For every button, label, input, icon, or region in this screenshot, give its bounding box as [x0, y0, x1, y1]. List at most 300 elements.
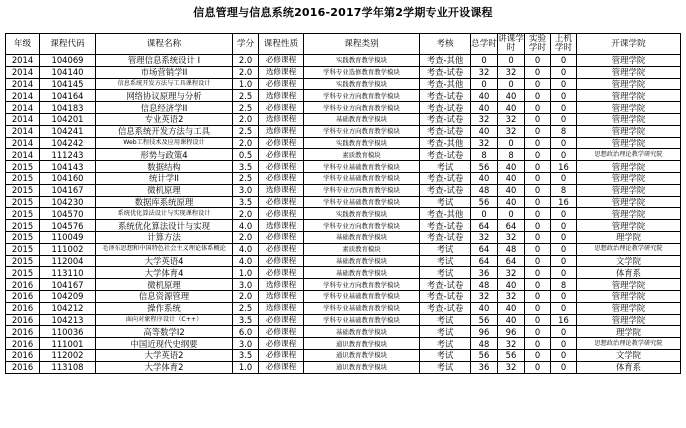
assessment-cell: 考试 — [420, 267, 471, 279]
assessment-cell: 考查-试卷 — [420, 125, 471, 137]
assessment-cell: 考查-试卷 — [420, 66, 471, 78]
computer-hours-cell: 16 — [551, 314, 577, 326]
assessment-cell: 考查-试卷 — [420, 149, 471, 161]
credit-cell: 2.5 — [233, 102, 259, 114]
credit-cell: 3.0 — [233, 279, 259, 291]
lab-hours-cell: 0 — [525, 102, 551, 114]
column-header: 总学时 — [471, 34, 498, 55]
total-hours-cell: 36 — [471, 267, 498, 279]
course-category-cell: 学科专业方向教育教学模块 — [304, 279, 420, 291]
course-type-cell: 必修课程 — [259, 172, 304, 184]
lecture-hours-cell: 32 — [498, 66, 525, 78]
credit-cell: 2.0 — [233, 231, 259, 243]
department-cell: 体育系 — [577, 267, 681, 279]
column-header: 年级 — [6, 34, 40, 55]
department-cell: 体育系 — [577, 361, 681, 373]
grade-cell: 2015 — [6, 161, 40, 173]
computer-hours-cell: 0 — [551, 90, 577, 102]
course-code-cell: 104160 — [40, 172, 96, 184]
course-name-cell: 统计学II — [96, 172, 233, 184]
grade-cell: 2015 — [6, 267, 40, 279]
credit-cell: 3.5 — [233, 349, 259, 361]
table-row — [6, 302, 681, 314]
course-type-cell: 必修课程 — [259, 208, 304, 220]
assessment-cell: 考查-其他 — [420, 55, 471, 67]
lab-hours-cell: 0 — [525, 78, 551, 90]
credit-cell: 2.0 — [233, 290, 259, 302]
credit-cell: 3.5 — [233, 314, 259, 326]
department-cell: 管理学院 — [577, 66, 681, 78]
course-type-cell: 必修课程 — [259, 55, 304, 67]
course-name-cell: 系统优化算法设计与实现 — [96, 220, 233, 232]
department-cell: 管理学院 — [577, 137, 681, 149]
total-hours-cell: 40 — [471, 125, 498, 137]
course-type-cell: 选修课程 — [259, 302, 304, 314]
course-category-cell: 学科专业方向教育教学模块 — [304, 125, 420, 137]
total-hours-cell: 40 — [471, 302, 498, 314]
department-cell: 管理学院 — [577, 55, 681, 67]
total-hours-cell: 48 — [471, 184, 498, 196]
lecture-hours-cell: 8 — [498, 149, 525, 161]
course-type-cell: 选修课程 — [259, 290, 304, 302]
lab-hours-cell: 0 — [525, 361, 551, 373]
grade-cell: 2015 — [6, 172, 40, 184]
column-header: 学分 — [233, 34, 259, 55]
lecture-hours-cell: 40 — [498, 196, 525, 208]
course-code-cell: 104201 — [40, 113, 96, 125]
total-hours-cell: 64 — [471, 220, 498, 232]
credit-cell: 2.0 — [233, 66, 259, 78]
column-header: 考核 — [420, 34, 471, 55]
column-header: 课程代码 — [40, 34, 96, 55]
course-type-cell: 必修课程 — [259, 349, 304, 361]
total-hours-cell: 48 — [471, 279, 498, 291]
table-row — [6, 149, 681, 161]
table-row — [6, 137, 681, 149]
table-row — [6, 78, 681, 90]
course-code-cell: 104241 — [40, 125, 96, 137]
course-name-cell: 毛泽东思想和中国特色社会主义理论体系概论 — [96, 243, 233, 255]
course-category-cell: 学科专业方向教育教学模块 — [304, 90, 420, 102]
course-code-cell: 104167 — [40, 184, 96, 196]
computer-hours-cell: 0 — [551, 78, 577, 90]
course-name-cell: 计算方法 — [96, 231, 233, 243]
computer-hours-cell: 0 — [551, 243, 577, 255]
lecture-hours-cell: 32 — [498, 267, 525, 279]
course-code-cell: 104143 — [40, 161, 96, 173]
table-row — [6, 279, 681, 291]
course-name-cell: 形势与政策4 — [96, 149, 233, 161]
course-code-cell: 104140 — [40, 66, 96, 78]
total-hours-cell: 32 — [471, 113, 498, 125]
grade-cell: 2015 — [6, 208, 40, 220]
course-category-cell: 学科专业基础教育教学模块 — [304, 314, 420, 326]
table-row — [6, 361, 681, 373]
computer-hours-cell: 0 — [551, 137, 577, 149]
grade-cell: 2016 — [6, 302, 40, 314]
computer-hours-cell: 0 — [551, 66, 577, 78]
lecture-hours-cell: 32 — [498, 338, 525, 350]
course-type-cell: 必修课程 — [259, 326, 304, 338]
course-code-cell: 111002 — [40, 243, 96, 255]
credit-cell: 2.0 — [233, 55, 259, 67]
course-name-cell: 微机原理 — [96, 279, 233, 291]
credit-cell: 3.0 — [233, 338, 259, 350]
assessment-cell: 考试 — [420, 196, 471, 208]
department-cell: 管理学院 — [577, 220, 681, 232]
course-category-cell: 实践教育教学模块 — [304, 78, 420, 90]
course-code-cell: 113108 — [40, 361, 96, 373]
department-cell: 管理学院 — [577, 314, 681, 326]
course-type-cell: 选修课程 — [259, 184, 304, 196]
total-hours-cell: 32 — [471, 66, 498, 78]
table-body — [6, 55, 681, 374]
computer-hours-cell: 0 — [551, 290, 577, 302]
assessment-cell: 考查-试卷 — [420, 290, 471, 302]
course-category-cell: 学科专业基础教育教学模块 — [304, 196, 420, 208]
course-category-cell: 基础教育教学模块 — [304, 267, 420, 279]
course-name-cell: 数据库系统原理 — [96, 196, 233, 208]
page-title: 信息管理与信息系统2016-2017学年第2学期专业开设课程 — [193, 6, 493, 19]
department-cell: 管理学院 — [577, 172, 681, 184]
computer-hours-cell: 16 — [551, 161, 577, 173]
credit-cell: 3.5 — [233, 196, 259, 208]
computer-hours-cell: 0 — [551, 255, 577, 267]
credit-cell: 3.0 — [233, 184, 259, 196]
course-category-cell: 学科专业基础教育教学模块 — [304, 290, 420, 302]
table-row — [6, 314, 681, 326]
credit-cell: 3.5 — [233, 161, 259, 173]
course-name-cell: 大学体育4 — [96, 267, 233, 279]
column-header: 讲课学时 — [498, 34, 524, 53]
grade-cell: 2014 — [6, 125, 40, 137]
computer-hours-cell: 0 — [551, 267, 577, 279]
course-name-cell: Web工程技术及应用课程设计 — [96, 137, 233, 149]
grade-cell: 2014 — [6, 137, 40, 149]
total-hours-cell: 0 — [471, 55, 498, 67]
table-header-row — [6, 34, 681, 55]
table-row — [6, 172, 681, 184]
lab-hours-cell: 0 — [525, 172, 551, 184]
assessment-cell: 考试 — [420, 243, 471, 255]
course-code-cell: 110036 — [40, 326, 96, 338]
grade-cell: 2016 — [6, 290, 40, 302]
lecture-hours-cell: 0 — [498, 208, 525, 220]
computer-hours-cell: 8 — [551, 125, 577, 137]
course-type-cell: 必修课程 — [259, 243, 304, 255]
credit-cell: 1.0 — [233, 361, 259, 373]
total-hours-cell: 0 — [471, 78, 498, 90]
grade-cell: 2016 — [6, 361, 40, 373]
credit-cell: 2.5 — [233, 125, 259, 137]
course-type-cell: 选修课程 — [259, 113, 304, 125]
assessment-cell: 考查-其他 — [420, 208, 471, 220]
course-type-cell: 必修课程 — [259, 231, 304, 243]
grade-cell: 2016 — [6, 338, 40, 350]
computer-hours-cell: 0 — [551, 55, 577, 67]
table-row — [6, 338, 681, 350]
course-name-cell: 信息系统开发方法与工具课程设计 — [96, 78, 233, 90]
lecture-hours-cell: 40 — [498, 172, 525, 184]
total-hours-cell: 64 — [471, 243, 498, 255]
lab-hours-cell: 0 — [525, 55, 551, 67]
assessment-cell: 考查-其他 — [420, 78, 471, 90]
assessment-cell: 考试 — [420, 361, 471, 373]
course-name-cell: 面向对象程序设计（C++） — [96, 314, 233, 326]
lab-hours-cell: 0 — [525, 231, 551, 243]
course-code-cell: 112004 — [40, 255, 96, 267]
credit-cell: 0.5 — [233, 149, 259, 161]
course-name-cell: 网络协议原理与分析 — [96, 90, 233, 102]
assessment-cell: 考查-试卷 — [420, 184, 471, 196]
column-header: 上机学时 — [551, 34, 577, 55]
lecture-hours-cell: 56 — [498, 349, 525, 361]
computer-hours-cell: 0 — [551, 349, 577, 361]
assessment-cell: 考试 — [420, 338, 471, 350]
lab-hours-cell: 0 — [525, 243, 551, 255]
department-cell: 思想政治理论教学研究院 — [577, 243, 681, 255]
grade-cell: 2016 — [6, 326, 40, 338]
course-name-cell: 高等数学I2 — [96, 326, 233, 338]
department-cell: 管理学院 — [577, 78, 681, 90]
table-row — [6, 196, 681, 208]
course-name-cell: 专业英语2 — [96, 113, 233, 125]
computer-hours-cell: 16 — [551, 196, 577, 208]
assessment-cell: 考试 — [420, 314, 471, 326]
table-row — [6, 349, 681, 361]
column-header: 课程性质 — [259, 34, 304, 55]
total-hours-cell: 56 — [471, 349, 498, 361]
assessment-cell: 考查-其他 — [420, 137, 471, 149]
course-code-cell: 111001 — [40, 338, 96, 350]
table-row — [6, 326, 681, 338]
course-type-cell: 必修课程 — [259, 78, 304, 90]
course-name-cell: 大学英语2 — [96, 349, 233, 361]
table-row — [6, 90, 681, 102]
assessment-cell: 考试 — [420, 161, 471, 173]
table-row — [6, 113, 681, 125]
department-cell: 管理学院 — [577, 302, 681, 314]
course-code-cell: 104570 — [40, 208, 96, 220]
assessment-cell: 考查-试卷 — [420, 102, 471, 114]
lecture-hours-cell: 40 — [498, 279, 525, 291]
lecture-hours-cell: 32 — [498, 125, 525, 137]
department-cell: 管理学院 — [577, 279, 681, 291]
course-code-cell: 104069 — [40, 55, 96, 67]
lecture-hours-cell: 64 — [498, 220, 525, 232]
course-type-cell: 必修课程 — [259, 338, 304, 350]
grade-cell: 2015 — [6, 255, 40, 267]
computer-hours-cell: 8 — [551, 279, 577, 291]
computer-hours-cell: 0 — [551, 231, 577, 243]
table-row — [6, 231, 681, 243]
grade-cell: 2015 — [6, 220, 40, 232]
total-hours-cell: 40 — [471, 102, 498, 114]
credit-cell: 2.0 — [233, 113, 259, 125]
department-cell: 管理学院 — [577, 161, 681, 173]
grade-cell: 2014 — [6, 55, 40, 67]
lecture-hours-cell: 64 — [498, 255, 525, 267]
course-category-cell: 基础教育教学模块 — [304, 326, 420, 338]
assessment-cell: 考查-试卷 — [420, 90, 471, 102]
course-type-cell: 必修课程 — [259, 161, 304, 173]
credit-cell: 2.5 — [233, 302, 259, 314]
total-hours-cell: 64 — [471, 255, 498, 267]
credit-cell: 4.0 — [233, 243, 259, 255]
department-cell: 管理学院 — [577, 196, 681, 208]
department-cell: 管理学院 — [577, 290, 681, 302]
lecture-hours-cell: 40 — [498, 102, 525, 114]
credit-cell: 4.0 — [233, 255, 259, 267]
grade-cell: 2014 — [6, 90, 40, 102]
department-cell: 管理学院 — [577, 125, 681, 137]
course-category-cell: 通识教育教学模块 — [304, 349, 420, 361]
table-row — [6, 125, 681, 137]
computer-hours-cell: 0 — [551, 102, 577, 114]
lab-hours-cell: 0 — [525, 220, 551, 232]
credit-cell: 6.0 — [233, 326, 259, 338]
grade-cell: 2015 — [6, 196, 40, 208]
course-type-cell: 选修课程 — [259, 66, 304, 78]
lab-hours-cell: 0 — [525, 149, 551, 161]
table-row — [6, 208, 681, 220]
computer-hours-cell: 0 — [551, 302, 577, 314]
department-cell: 管理学院 — [577, 184, 681, 196]
course-name-cell: 信息资源管理 — [96, 290, 233, 302]
computer-hours-cell: 0 — [551, 113, 577, 125]
course-category-cell: 通识教育教学模块 — [304, 361, 420, 373]
department-cell: 管理学院 — [577, 113, 681, 125]
lab-hours-cell: 0 — [525, 90, 551, 102]
table-row — [6, 102, 681, 114]
course-type-cell: 必修课程 — [259, 196, 304, 208]
course-table — [5, 33, 681, 374]
course-category-cell: 学科专业基础教育教学模块 — [304, 302, 420, 314]
course-code-cell: 111243 — [40, 149, 96, 161]
computer-hours-cell: 0 — [551, 149, 577, 161]
course-category-cell: 素质教育模块 — [304, 243, 420, 255]
lecture-hours-cell: 40 — [498, 314, 525, 326]
credit-cell: 2.5 — [233, 90, 259, 102]
course-category-cell: 学科专业方向教育教学模块 — [304, 102, 420, 114]
total-hours-cell: 40 — [471, 172, 498, 184]
grade-cell: 2015 — [6, 231, 40, 243]
lecture-hours-cell: 48 — [498, 243, 525, 255]
course-code-cell: 104145 — [40, 78, 96, 90]
assessment-cell: 考查-试卷 — [420, 279, 471, 291]
assessment-cell: 考查-试卷 — [420, 231, 471, 243]
grade-cell: 2014 — [6, 66, 40, 78]
department-cell: 思想政治理论教学研究院 — [577, 149, 681, 161]
column-header: 实验学时 — [525, 34, 551, 55]
course-code-cell: 104212 — [40, 302, 96, 314]
course-type-cell: 选修课程 — [259, 279, 304, 291]
course-category-cell: 学科专业基础教育教学模块 — [304, 172, 420, 184]
credit-cell: 2.0 — [233, 208, 259, 220]
credit-cell: 2.0 — [233, 137, 259, 149]
department-cell: 文学院 — [577, 349, 681, 361]
lab-hours-cell: 0 — [525, 208, 551, 220]
lab-hours-cell: 0 — [525, 338, 551, 350]
lecture-hours-cell: 40 — [498, 302, 525, 314]
lab-hours-cell: 0 — [525, 290, 551, 302]
course-category-cell: 实践教育教学模块 — [304, 137, 420, 149]
course-type-cell: 必修课程 — [259, 361, 304, 373]
lab-hours-cell: 0 — [525, 113, 551, 125]
department-cell: 文学院 — [577, 255, 681, 267]
course-category-cell: 素质教育模块 — [304, 149, 420, 161]
lecture-hours-cell: 0 — [498, 55, 525, 67]
course-name-cell: 信息系统开发方法与工具 — [96, 125, 233, 137]
grade-cell: 2014 — [6, 113, 40, 125]
lab-hours-cell: 0 — [525, 66, 551, 78]
lecture-hours-cell: 96 — [498, 326, 525, 338]
course-category-cell: 学科专业选修教育教学模块 — [304, 66, 420, 78]
course-category-cell: 基础教育教学模块 — [304, 113, 420, 125]
grade-cell: 2016 — [6, 349, 40, 361]
lecture-hours-cell: 32 — [498, 231, 525, 243]
course-name-cell: 微机原理 — [96, 184, 233, 196]
table-row — [6, 290, 681, 302]
course-name-cell: 大学英语4 — [96, 255, 233, 267]
credit-cell: 1.0 — [233, 267, 259, 279]
course-type-cell: 必修课程 — [259, 137, 304, 149]
course-name-cell: 系统优化算法设计与实现课程设计 — [96, 208, 233, 220]
grade-cell: 2015 — [6, 184, 40, 196]
table-row — [6, 220, 681, 232]
grade-cell: 2016 — [6, 279, 40, 291]
department-cell: 管理学院 — [577, 90, 681, 102]
lecture-hours-cell: 32 — [498, 113, 525, 125]
department-cell: 理学院 — [577, 326, 681, 338]
lab-hours-cell: 0 — [525, 255, 551, 267]
lecture-hours-cell: 40 — [498, 184, 525, 196]
course-type-cell: 必修课程 — [259, 102, 304, 114]
course-type-cell: 选修课程 — [259, 90, 304, 102]
lab-hours-cell: 0 — [525, 137, 551, 149]
lab-hours-cell: 0 — [525, 267, 551, 279]
total-hours-cell: 32 — [471, 290, 498, 302]
computer-hours-cell: 8 — [551, 184, 577, 196]
table-row — [6, 55, 681, 67]
computer-hours-cell: 0 — [551, 361, 577, 373]
grade-cell: 2014 — [6, 149, 40, 161]
course-type-cell: 选修课程 — [259, 220, 304, 232]
course-category-cell: 基础教育教学模块 — [304, 231, 420, 243]
lab-hours-cell: 0 — [525, 314, 551, 326]
course-code-cell: 104167 — [40, 279, 96, 291]
course-category-cell: 学科专业方向教育教学模块 — [304, 220, 420, 232]
course-category-cell: 学科专业方向教育教学模块 — [304, 184, 420, 196]
lecture-hours-cell: 32 — [498, 290, 525, 302]
lab-hours-cell: 0 — [525, 184, 551, 196]
assessment-cell: 考查-试卷 — [420, 113, 471, 125]
computer-hours-cell: 0 — [551, 172, 577, 184]
table-row — [6, 161, 681, 173]
course-code-cell: 110049 — [40, 231, 96, 243]
grade-cell: 2016 — [6, 314, 40, 326]
course-code-cell: 104164 — [40, 90, 96, 102]
course-type-cell: 必修课程 — [259, 267, 304, 279]
course-type-cell: 必修课程 — [259, 314, 304, 326]
assessment-cell: 考查-试卷 — [420, 172, 471, 184]
table-row — [6, 267, 681, 279]
course-category-cell: 学科专业基础教育教学模块 — [304, 161, 420, 173]
department-cell: 思想政治理论教学研究院 — [577, 338, 681, 350]
course-name-cell: 中国近现代史纲要 — [96, 338, 233, 350]
total-hours-cell: 48 — [471, 338, 498, 350]
course-type-cell: 必修课程 — [259, 255, 304, 267]
